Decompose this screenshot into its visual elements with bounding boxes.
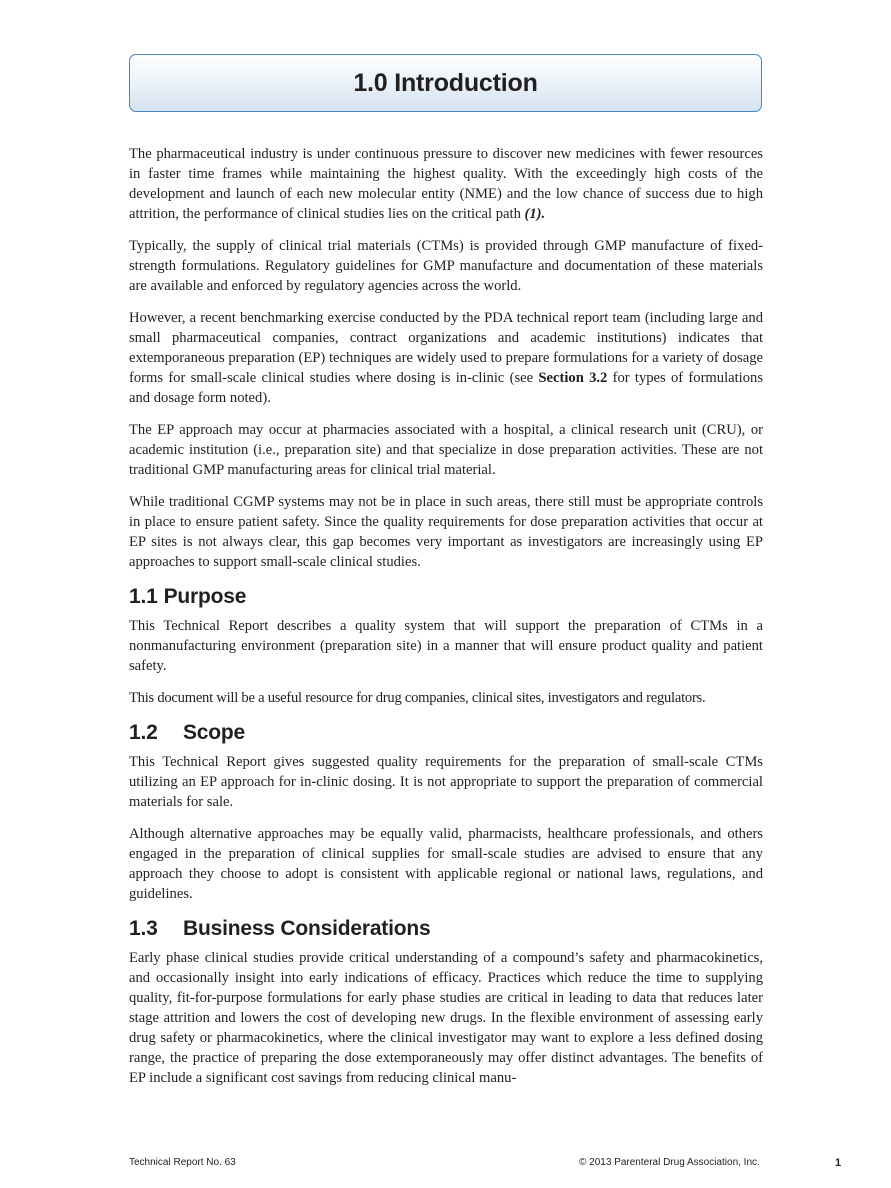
purpose-number: 1.1 (129, 585, 158, 608)
intro-paragraph-4: The EP approach may occur at pharmacies associated with a hospital, a clinical research unit (CRU), or academic institution (i.e., preparation site) and that specialize in dose preparation activities. These are not traditional GMP manufacturing areas for clinical trial material. (129, 422, 763, 478)
intro-paragraph-5: While traditional CGMP systems may not be in place in such areas, there still must be appropriate controls in place to ensure patient safety. Since the quality requirements for dose preparation activities that occur at EP sites is not always clear, this gap becomes very important as investigators are increasingly using EP approaches to support small-scale clinical studies. (129, 494, 763, 570)
intro-paragraph-3 (129, 308, 763, 408)
section-reference: Section 3.2 (538, 370, 608, 386)
page-number: 1 (835, 1157, 842, 1169)
section-title-banner (129, 54, 762, 112)
business-heading-text: Business Considerations (183, 917, 431, 940)
footer-copyright: © 2013 Parenteral Drug Association, Inc. (579, 1157, 760, 1168)
purpose-paragraph-1: This Technical Report describes a quality system that will support the preparation of CTMs in a nonmanufacturing environment (preparation site) in a manner that will ensure product quality and patient safety. (129, 618, 763, 674)
business-heading (129, 916, 763, 942)
page-title: 1.0 Introduction (353, 68, 538, 97)
scope-paragraph-2: Although alternative approaches may be equally valid, pharmacists, healthcare professionals, and others engaged in the preparation of clinical supplies for small-scale studies are advised to ensure that any approach they choose to adopt is consistent with applicable regional or national laws, regulations, and guidelines. (129, 826, 763, 902)
business-number: 1.3 (129, 917, 158, 940)
scope-number: 1.2 (129, 721, 158, 744)
purpose-paragraph-2: This document will be a useful resource for drug companies, clinical sites, investigators and regulators. (129, 690, 706, 706)
intro-paragraph-3-text: However, a recent benchmarking exercise conducted by the PDA technical report team (including large and small pharmaceutical companies, contract organizations and academic institutions) indicates that extemporaneous preparation (EP) techniques are widely used to prepare formulations for a variety of dosage forms for small-scale clinical studies where dosing is in-clinic (see (129, 310, 763, 386)
scope-heading (129, 720, 763, 746)
purpose-heading (129, 584, 763, 610)
business-paragraph-1: Early phase clinical studies provide critical understanding of a compound’s safety and pharmacokinetics, and occasionally insight into early indications of efficacy. Practices which reduce the time to supplying quality, fit-for-purpose formulations for early phase studies are critical in leading to data that reduces later stage attrition and lowers the cost of developing new drugs. In the flexible environment of assessing early drug safety or pharmacokinetics, where the clinical investigator may want to explore a less defined dosing range, the practice of preparing the dose extemporaneously may offer distinct advantages. The benefits of EP include a significant cost savings from reducing clinical manu- (129, 950, 763, 1086)
footer-report-name: Technical Report No. 63 (129, 1157, 236, 1168)
scope-heading-text: Scope (183, 721, 246, 744)
scope-paragraph-1: This Technical Report gives suggested quality requirements for the preparation of small-scale CTMs utilizing an EP approach for in-clinic dosing. It is not appropriate to support the preparation of commercial materials for sale. (129, 754, 763, 810)
intro-paragraph-1 (129, 144, 763, 224)
purpose-heading-text: Purpose (163, 585, 247, 608)
body-content (129, 144, 763, 1100)
intro-paragraph-3-tail: for types of formulations and dosage form noted). (129, 370, 763, 406)
intro-paragraph-1-text: The pharmaceutical industry is under continuous pressure to discover new medicines with fewer resources in faster time frames while maintaining the highest quality. With the exceedingly high costs of the development and launch of each new molecular entity (NME) and the low chance of success due to high attrition, the performance of clinical studies lies on the critical path (129, 146, 763, 222)
intro-paragraph-2: Typically, the supply of clinical trial materials (CTMs) is provided through GMP manufacture of fixed-strength formulations. Regulatory guidelines for GMP manufacture and documentation of these materials are available and enforced by regulatory agencies across the world. (129, 238, 763, 294)
reference-citation: (1). (524, 206, 546, 222)
